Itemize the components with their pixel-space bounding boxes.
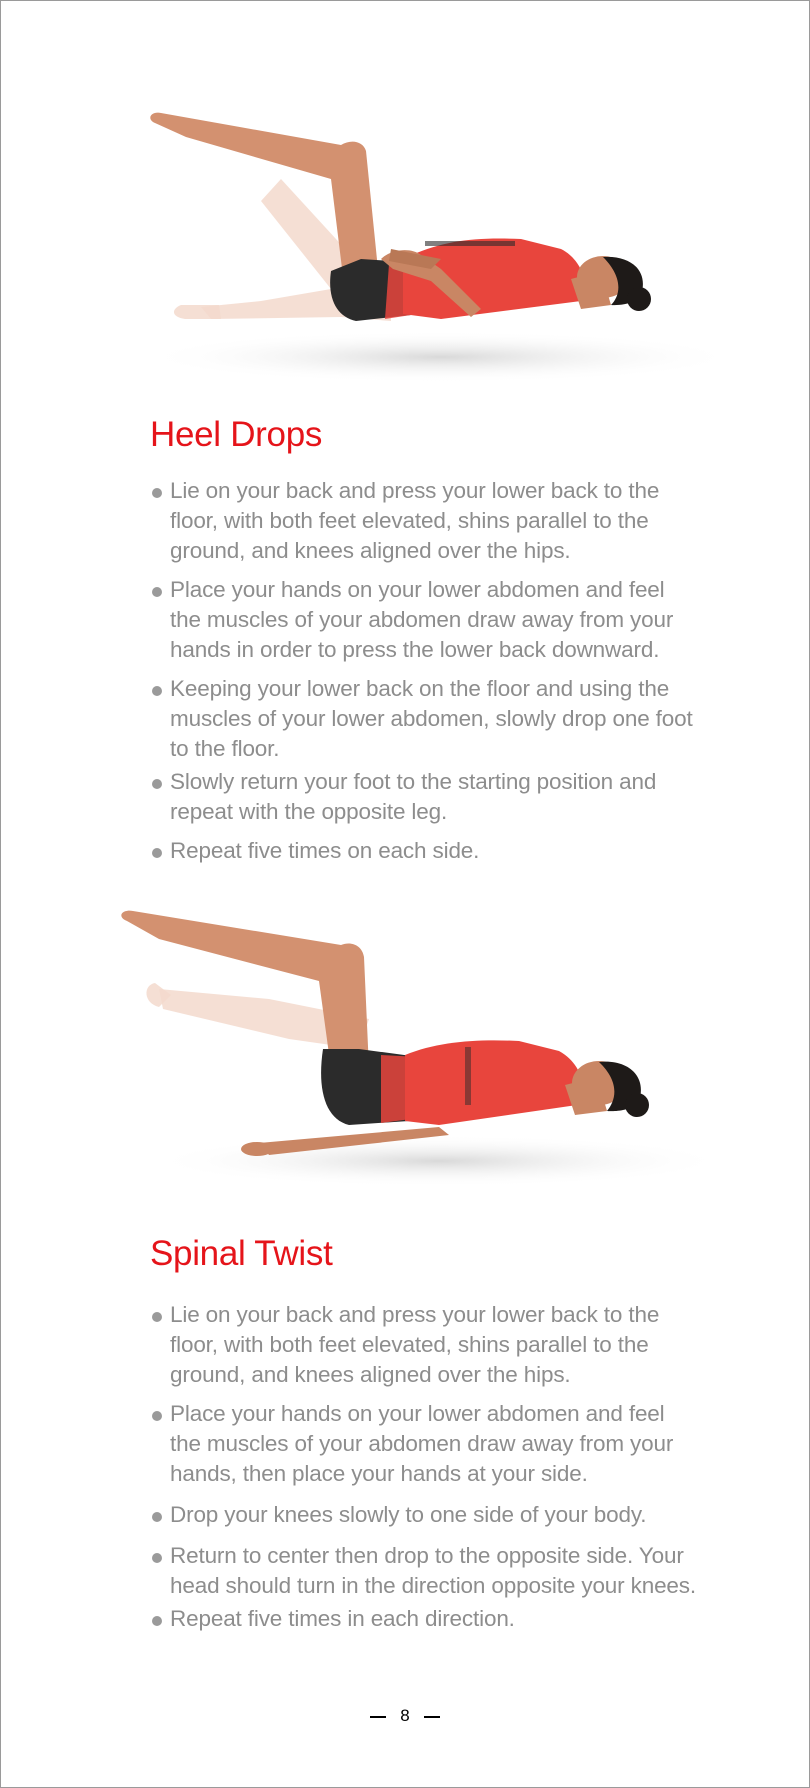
list-item	[150, 767, 698, 827]
list-item	[150, 1604, 698, 1634]
step-text: Lie on your back and press your lower back to the floor, with both feet elevated, shins parallel to the ground, and knees aligned over the hips.	[170, 478, 660, 563]
list-item	[150, 1300, 698, 1390]
bullet-icon	[152, 1512, 162, 1522]
step-text: Place your hands on your lower abdomen and feel the muscles of your abdomen draw away from your hands, then place your hands at your side.	[170, 1401, 674, 1486]
step-text: Return to center then drop to the opposite side. Your head should turn in the direction opposite your knees.	[170, 1543, 697, 1598]
bullet-icon	[152, 488, 162, 498]
bullet-icon	[152, 1616, 162, 1626]
step-text: Lie on your back and press your lower back to the floor, with both feet elevated, shins parallel to the ground, and knees aligned over the hips.	[170, 1302, 660, 1387]
list-item	[150, 476, 698, 566]
step-text: Place your hands on your lower abdomen and feel the muscles of your abdomen draw away from your hands in order to press the lower back downward.	[170, 577, 674, 662]
spinal-twist-illustration	[119, 899, 689, 1199]
bullet-icon	[152, 1553, 162, 1563]
list-item	[150, 836, 698, 866]
step-text: Drop your knees slowly to one side of your body.	[170, 1502, 647, 1527]
bullet-icon	[152, 686, 162, 696]
bullet-icon	[152, 1312, 162, 1322]
step-text: Keeping your lower back on the floor and using the muscles of your lower abdomen, slowly drop one foot to the floor.	[170, 676, 693, 761]
step-text: Repeat five times in each direction.	[170, 1606, 515, 1631]
bullet-icon	[152, 848, 162, 858]
step-text: Slowly return your foot to the starting position and repeat with the opposite leg.	[170, 769, 657, 824]
dash-right-icon	[424, 1716, 440, 1718]
bullet-icon	[152, 587, 162, 597]
page-number	[1, 1706, 809, 1726]
page-number-text: 8	[400, 1706, 410, 1725]
list-item	[150, 1500, 698, 1530]
heel-drops-illustration	[141, 109, 681, 399]
list-item	[150, 674, 698, 764]
section-title-spinal-twist: Spinal Twist	[150, 1234, 333, 1273]
section-title-heel-drops: Heel Drops	[150, 415, 323, 454]
list-item	[150, 575, 698, 665]
list-item	[150, 1541, 698, 1601]
bullet-icon	[152, 1411, 162, 1421]
heel-drops-steps	[150, 476, 698, 866]
list-item	[150, 1399, 698, 1489]
dash-left-icon	[370, 1716, 386, 1718]
spinal-twist-steps	[150, 1300, 698, 1634]
bullet-icon	[152, 779, 162, 789]
step-text: Repeat five times on each side.	[170, 838, 480, 863]
